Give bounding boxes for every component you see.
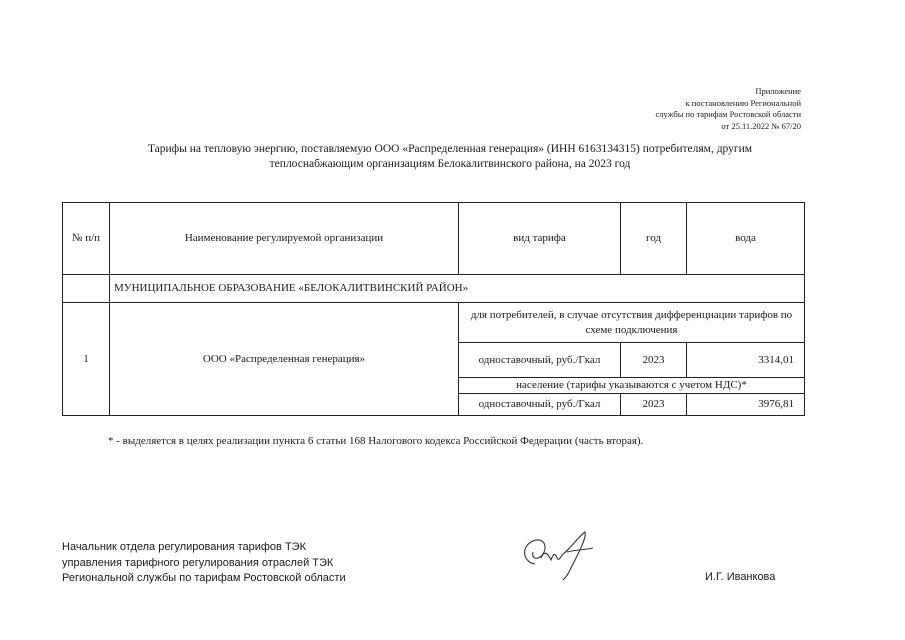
section-empty-cell [63, 275, 110, 303]
appendix-line-4: от 25.11.2022 № 67/20 [721, 120, 801, 131]
title-line-1: Тарифы на тепловую энергию, поставляемую ООО «Распределенная генерация» (ИНН 6163134315) потребителям, другим [147, 143, 753, 155]
document-title [60, 142, 840, 172]
header-water: вода [687, 203, 805, 275]
header-num: № п/п [63, 203, 110, 275]
table-row [63, 303, 805, 343]
signer-line-2: управления тарифного регулирования отраслей ТЭК [62, 556, 334, 569]
group1-type: одноставочный, руб./Гкал [459, 343, 621, 378]
group1-value: 3314,01 [687, 343, 805, 378]
title-line-2: теплоснабжающим организациям Белокалитвинского района, на 2023 год [269, 158, 631, 170]
signer-block [62, 540, 346, 587]
appendix-block [655, 86, 801, 132]
section-title: МУНИЦИПАЛЬНОЕ ОБРАЗОВАНИЕ «БЕЛОКАЛИТВИНСКИЙ РАЙОН» [110, 275, 805, 303]
appendix-line-2: к постановлению Региональной [685, 97, 801, 108]
appendix-line-1: Приложение [755, 86, 801, 96]
handwritten-signature [515, 526, 605, 582]
group2-value: 3976,81 [687, 394, 805, 416]
footnote: * - выделяется в целях реализации пункта 6 статьи 168 Налогового кодекса Российской Федерации (часть вторая). [108, 435, 644, 447]
group1-label: для потребителей, в случае отсутствия дифференциации тарифов по схеме подключения [459, 303, 805, 343]
header-tariff-type: вид тарифа [459, 203, 621, 275]
tariff-table [62, 202, 805, 416]
row-org: ООО «Распределенная генерация» [110, 303, 459, 416]
signer-line-1: Начальник отдела регулирования тарифов ТЭК [62, 541, 306, 553]
group2-type: одноставочный, руб./Гкал [459, 394, 621, 416]
signer-line-3: Региональной службы по тарифам Ростовской области [62, 572, 346, 584]
row-num: 1 [63, 303, 110, 416]
section-row [63, 275, 805, 303]
appendix-line-3: службы по тарифам Ростовской области [655, 109, 801, 119]
signer-name: И.Г. Иванкова [705, 571, 776, 583]
table-header-row [63, 203, 805, 275]
header-org: Наименование регулируемой организации [110, 203, 459, 275]
header-year: год [621, 203, 687, 275]
group2-year: 2023 [621, 394, 687, 416]
group2-label: население (тарифы указываются с учетом НДС)* [459, 378, 805, 394]
group1-year: 2023 [621, 343, 687, 378]
